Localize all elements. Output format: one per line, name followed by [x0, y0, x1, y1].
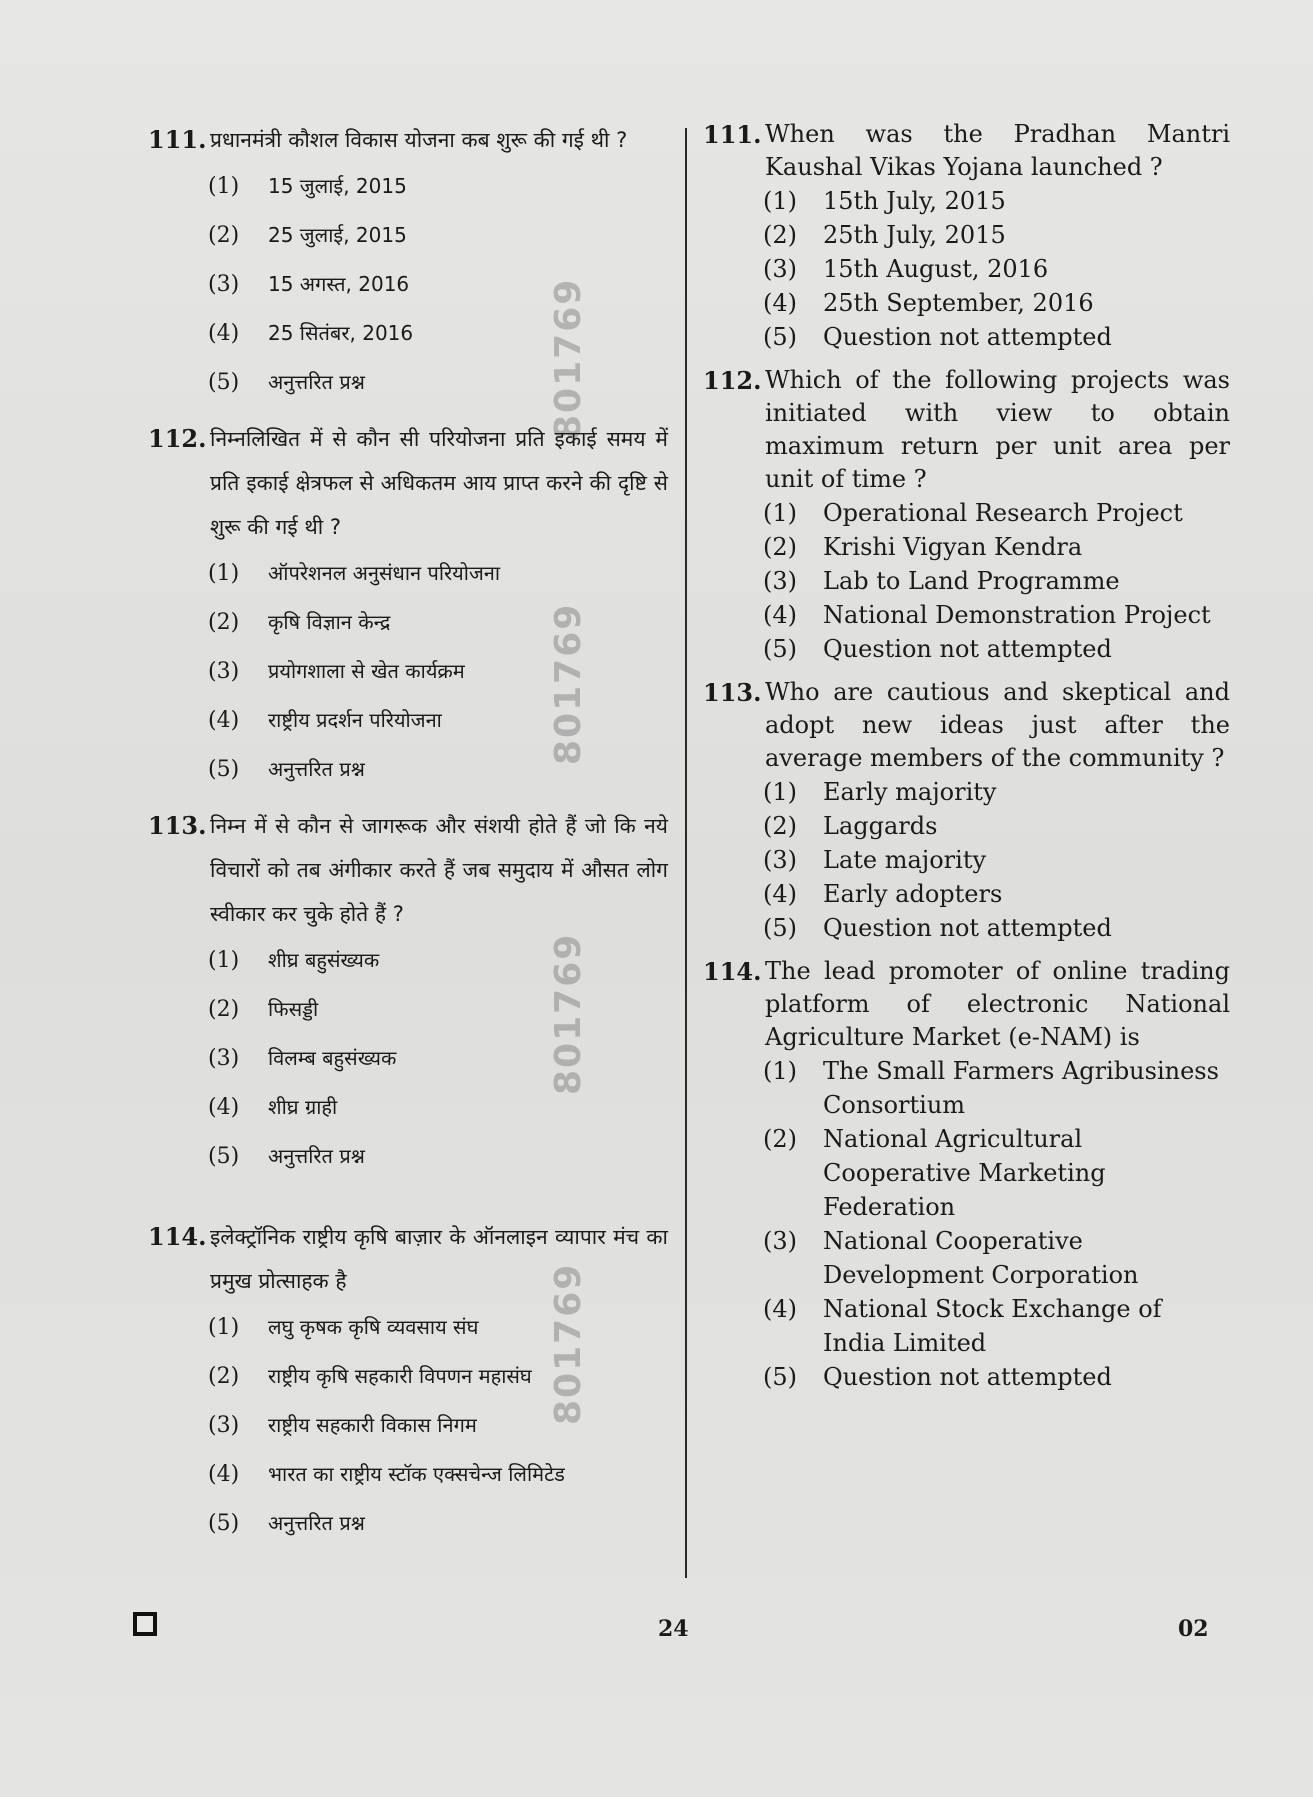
page-number: 24 [658, 1616, 689, 1642]
option-text: 25 जुलाई, 2015 [268, 223, 407, 247]
option [208, 260, 668, 309]
option-number: (2) [208, 997, 240, 1022]
english-column [703, 118, 1230, 1404]
option-number: (4) [208, 321, 240, 346]
option-number: (3) [763, 255, 797, 283]
option [208, 162, 668, 211]
option [208, 1303, 668, 1352]
option-text: Operational Research Project [823, 499, 1183, 527]
option [763, 530, 1230, 564]
option-number: (1) [763, 499, 797, 527]
option-number: (3) [208, 1046, 240, 1071]
option [208, 1132, 668, 1181]
option [208, 1352, 668, 1401]
option [763, 286, 1230, 320]
option-number: (2) [763, 533, 797, 561]
hindi-column [148, 118, 668, 1558]
option-number: (2) [208, 610, 240, 635]
option-text: The Small Farmers Agribusiness Consortium [823, 1057, 1219, 1119]
option-text: राष्ट्रीय कृषि सहकारी विपणन महासंघ [268, 1364, 532, 1388]
booklet-code: 02 [1178, 1616, 1209, 1642]
option-text: शीघ्र बहुसंख्यक [268, 948, 380, 972]
option-text: अनुत्तरित प्रश्न [268, 370, 365, 394]
option [208, 1401, 668, 1450]
watermark-serial: 801769 [548, 932, 589, 1095]
question-113-hindi [148, 804, 668, 1181]
question-text: इलेक्ट्रॉनिक राष्ट्रीय कृषि बाज़ार के ऑनलाइन व्यापार मंच का प्रमुख प्रोत्साहक है [210, 1225, 668, 1293]
question-text: निम्न में से कौन से जागरूक और संशयी होते हैं जो कि नये विचारों को तब अंगीकार करते हैं जब समुदाय में औसत लोग स्वीकार कर चुके होते हैं ? [210, 814, 668, 926]
option-text: शीघ्र ग्राही [268, 1095, 338, 1119]
question-112-hindi [148, 417, 668, 794]
option-text: Lab to Land Programme [823, 567, 1120, 595]
option-number: (2) [763, 812, 797, 840]
question-text: The lead promoter of online trading platform of electronic National Agriculture Market (e-NAM) is [765, 957, 1230, 1051]
option [208, 549, 668, 598]
question-number: 114. [703, 957, 762, 986]
option [208, 309, 668, 358]
option-text: 15th August, 2016 [823, 255, 1049, 283]
question-number: 114. [148, 1222, 207, 1251]
option-number: (4) [763, 1295, 797, 1323]
option [763, 843, 1230, 877]
option-text: National Demonstration Project [823, 601, 1211, 629]
question-text: प्रधानमंत्री कौशल विकास योजना कब शुरू की गई थी ? [210, 128, 628, 152]
question-111-hindi [148, 118, 668, 407]
option-text: National Cooperative Development Corporation [823, 1227, 1139, 1289]
option [208, 1083, 668, 1132]
option-text: लघु कृषक कृषि व्यवसाय संघ [268, 1315, 479, 1339]
option [763, 809, 1230, 843]
option [763, 320, 1230, 354]
watermark-serial: 801769 [548, 277, 589, 440]
option [763, 877, 1230, 911]
question-number: 111. [148, 125, 207, 154]
option-number: (1) [208, 561, 240, 586]
option [208, 647, 668, 696]
question-number: 112. [703, 366, 762, 395]
option [763, 496, 1230, 530]
option-number: (5) [763, 914, 797, 942]
option-number: (3) [208, 659, 240, 684]
option [763, 1054, 1230, 1122]
option-text: Early majority [823, 778, 997, 806]
option-text: Question not attempted [823, 323, 1112, 351]
option-number: (3) [208, 272, 240, 297]
option-text: राष्ट्रीय प्रदर्शन परियोजना [268, 708, 442, 732]
option [208, 358, 668, 407]
column-divider [685, 128, 687, 1578]
option-number: (3) [763, 1227, 797, 1255]
footer-square-icon [133, 1612, 157, 1636]
question-113-english [703, 676, 1230, 945]
option-number: (3) [763, 846, 797, 874]
option [208, 745, 668, 794]
option [763, 218, 1230, 252]
option [208, 936, 668, 985]
question-text: Which of the following projects was initiated with view to obtain maximum return per unit area per unit of time ? [765, 366, 1230, 493]
option-number: (4) [763, 289, 797, 317]
option-number: (4) [763, 601, 797, 629]
option-text: National Stock Exchange of India Limited [823, 1295, 1162, 1357]
option [208, 1450, 668, 1499]
option-text: Laggards [823, 812, 938, 840]
option [208, 1499, 668, 1548]
option [763, 252, 1230, 286]
watermark-serial: 801769 [548, 602, 589, 765]
option-text: भारत का राष्ट्रीय स्टॉक एक्सचेन्ज लिमिटेड [268, 1462, 565, 1486]
option [763, 1360, 1230, 1394]
question-114-hindi [148, 1215, 668, 1548]
option-text: कृषि विज्ञान केन्द्र [268, 610, 391, 634]
option-text: प्रयोगशाला से खेत कार्यक्रम [268, 659, 465, 683]
option [763, 1122, 1230, 1224]
option-text: Krishi Vigyan Kendra [823, 533, 1083, 561]
question-text: Who are cautious and skeptical and adopt new ideas just after the average members of the community ? [765, 678, 1230, 772]
option-number: (4) [763, 880, 797, 908]
option-text: 25 सितंबर, 2016 [268, 321, 414, 345]
question-number: 112. [148, 424, 207, 453]
option-number: (1) [763, 778, 797, 806]
option-text: 25th July, 2015 [823, 221, 1006, 249]
option-number: (4) [208, 1462, 240, 1487]
question-111-english [703, 118, 1230, 354]
option-number: (5) [763, 1363, 797, 1391]
option-number: (1) [763, 1057, 797, 1085]
option-number: (2) [763, 221, 797, 249]
watermark-serial: 801769 [548, 1262, 589, 1425]
option-number: (1) [208, 948, 240, 973]
option-number: (5) [208, 370, 240, 395]
option-text: Question not attempted [823, 914, 1112, 942]
option [763, 598, 1230, 632]
option-text: National Agricultural Cooperative Marketing Federation [823, 1125, 1106, 1221]
option-number: (5) [208, 1144, 240, 1169]
option-text: राष्ट्रीय सहकारी विकास निगम [268, 1413, 477, 1437]
option-text: अनुत्तरित प्रश्न [268, 757, 365, 781]
option-number: (5) [208, 1511, 240, 1536]
option [208, 696, 668, 745]
option [208, 985, 668, 1034]
option-number: (2) [208, 1364, 240, 1389]
option-number: (4) [208, 708, 240, 733]
option-number: (5) [763, 635, 797, 663]
option-text: 25th September, 2016 [823, 289, 1094, 317]
option-text: 15th July, 2015 [823, 187, 1006, 215]
option [763, 1292, 1230, 1360]
option [208, 211, 668, 260]
option-number: (5) [763, 323, 797, 351]
question-number: 113. [703, 678, 762, 707]
option-text: 15 जुलाई, 2015 [268, 174, 407, 198]
option-number: (1) [208, 1315, 240, 1340]
option-number: (1) [208, 174, 240, 199]
option-text: अनुत्तरित प्रश्न [268, 1511, 365, 1535]
question-number: 111. [703, 120, 762, 149]
question-text: When was the Pradhan Mantri Kaushal Vikas Yojana launched ? [765, 120, 1230, 181]
question-114-english [703, 955, 1230, 1394]
question-112-english [703, 364, 1230, 666]
option-number: (2) [208, 223, 240, 248]
option-text: Question not attempted [823, 1363, 1112, 1391]
option-number: (2) [763, 1125, 797, 1153]
option-number: (1) [763, 187, 797, 215]
option [763, 1224, 1230, 1292]
option-text: Question not attempted [823, 635, 1112, 663]
option-number: (3) [763, 567, 797, 595]
option [208, 1034, 668, 1083]
option-text: ऑपरेशनल अनुसंधान परियोजना [268, 561, 501, 585]
option-text: Early adopters [823, 880, 1003, 908]
option-text: विलम्ब बहुसंख्यक [268, 1046, 397, 1070]
option [763, 775, 1230, 809]
option-text: अनुत्तरित प्रश्न [268, 1144, 365, 1168]
option-text: Late majority [823, 846, 987, 874]
option-number: (5) [208, 757, 240, 782]
option [763, 632, 1230, 666]
option [763, 911, 1230, 945]
option-text: फिसड्डी [268, 997, 319, 1021]
option [208, 598, 668, 647]
question-text: निम्नलिखित में से कौन सी परियोजना प्रति इकाई समय में प्रति इकाई क्षेत्रफल से अधिकतम आय प्राप्त करने की दृष्टि से शुरू की गई थी ? [210, 427, 668, 539]
option [763, 184, 1230, 218]
question-number: 113. [148, 811, 207, 840]
option-number: (3) [208, 1413, 240, 1438]
option-text: 15 अगस्त, 2016 [268, 272, 410, 296]
option [763, 564, 1230, 598]
option-number: (4) [208, 1095, 240, 1120]
